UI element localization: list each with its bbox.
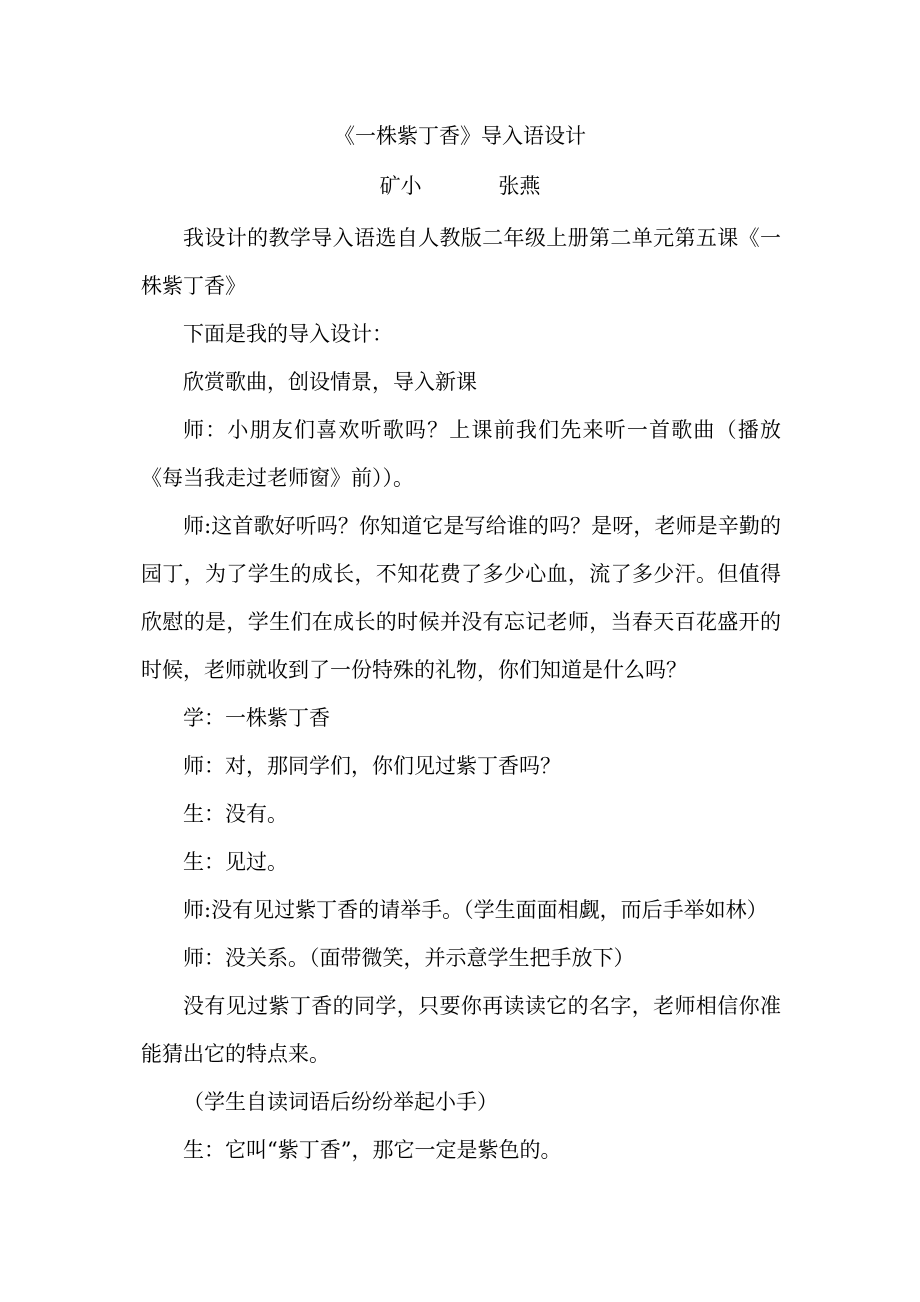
paragraph: 下面是我的导入设计：: [183, 322, 393, 346]
paragraph: 师:这首歌好听吗？你知道它是写给谁的吗？是呀，老师是辛勤的园丁，为了学生的成长，不知花费了多少心血，流了多少汗。但值得欣慰的是，学生们在成长的时候并没有忘记老师，当春天百花盛开的时候，老师就收到了一份特殊的礼物，你们知道是什么吗？: [141, 514, 781, 682]
paragraph: 师：没关系。（面带微笑，并示意学生把手放下）: [183, 946, 635, 970]
paragraph: 生：它叫“紫丁香”，那它一定是紫色的。: [183, 1138, 562, 1162]
paragraph: 生：没有。: [183, 802, 288, 826]
paragraph: 没有见过紫丁香的同学，只要你再读读它的名字，老师相信你准能猜出它的特点来。: [141, 994, 781, 1066]
paragraph: 我设计的教学导入语选自人教版二年级上册第二单元第五课《一株紫丁香》: [141, 226, 781, 298]
paragraph: （学生自读词语后纷纷举起小手）: [183, 1090, 498, 1114]
author-name: 张燕: [498, 174, 541, 198]
document-title: 《一株紫丁香》导入语设计: [334, 124, 586, 148]
paragraph: 师:没有见过紫丁香的请举手。（学生面面相觑，而后手举如林）: [183, 898, 768, 922]
school-name: 矿小: [379, 174, 422, 198]
paragraph: 师：对，那同学们，你们见过紫丁香吗？: [183, 754, 561, 778]
byline: [0, 168, 920, 204]
paragraph: 学：一株紫丁香: [183, 706, 330, 730]
paragraph: 欣赏歌曲，创设情景，导入新课: [183, 370, 477, 394]
paragraph: 师：小朋友们喜欢听歌吗？上课前我们先来听一首歌曲（播放《每当我走过老师窗》前））。: [141, 418, 781, 490]
paragraph: 生：见过。: [183, 850, 288, 874]
document-body: [141, 214, 781, 1174]
